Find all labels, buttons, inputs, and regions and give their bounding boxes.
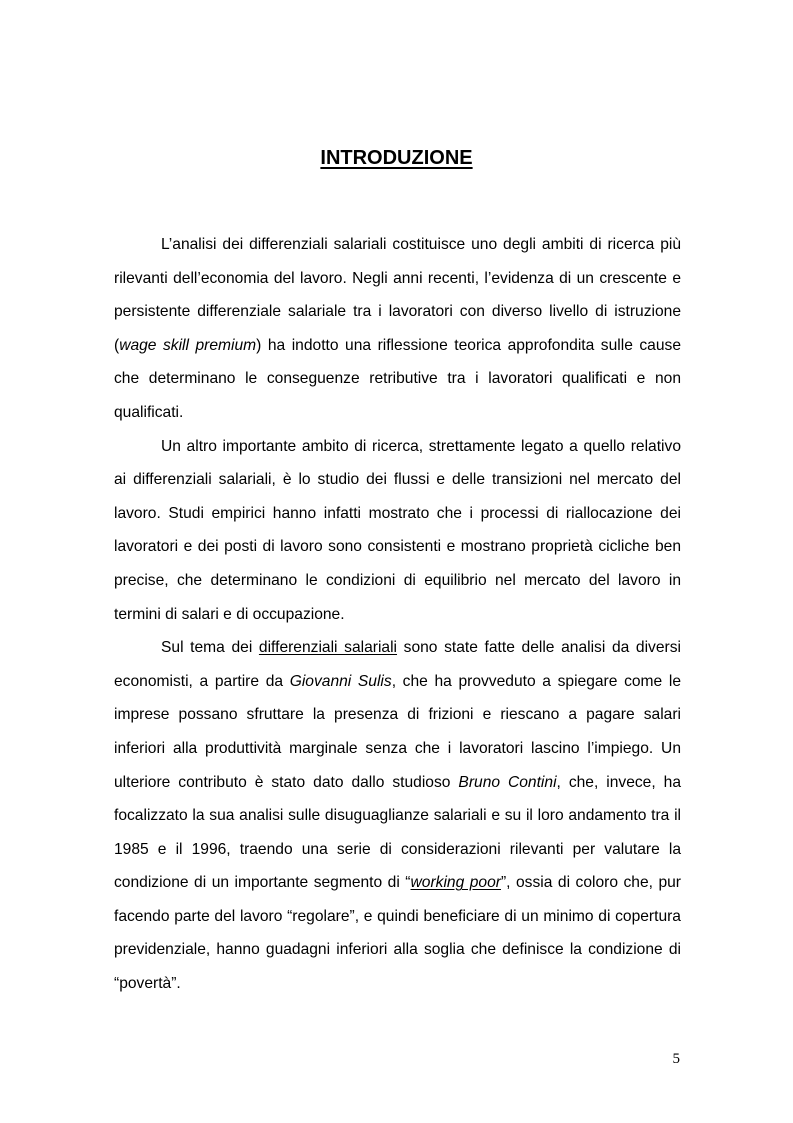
paragraph-3-text-e: , che ha provveduto a spiegare come le imprese possano sfruttare la presenza di frizioni e riescano a pagare salari inferiori alla produttività marginale senza che i lavoratori lascino l’impiego. Un ulteriore contributo è stato dato dallo studioso — [114, 672, 681, 791]
paragraph-3-text-a: Sul tema dei — [161, 639, 259, 657]
name-giovanni-sulis: Giovanni Sulis — [289, 672, 392, 690]
paragraph-3 — [114, 631, 681, 1001]
term-differenziali-salariali: differenziali salariali — [258, 639, 398, 657]
paragraph-3-text-i: ”, ossia di coloro che, pur facendo parte del lavoro “regolare”, e quindi beneficiare di un minimo di copertura previdenziale, hanno guadagni inferiori alla soglia che definisce la condizione di “povertà”. — [114, 874, 682, 993]
page-number: 5 — [672, 1051, 680, 1067]
paragraph-1-text-c: ) ha indotto una riflessione teorica approfondita sulle cause che determinano le conseguenze retributive tra i lavoratori qualificati e non qualificati. — [114, 336, 681, 421]
paragraph-3-text-g: , che, invece, ha focalizzato la sua analisi sulle disuguaglianze salariali e su il loro andamento tra il 1985 e il 1996, traendo una serie di considerazioni rilevanti per valutare la condizione di un importante segmento di “ — [114, 773, 681, 892]
paragraph-2: Un altro importante ambito di ricerca, strettamente legato a quello relativo ai differenziali salariali, è lo studio dei flussi e delle transizioni nel mercato del lavoro. Studi empirici hanno infatti mostrato che i processi di riallocazione dei lavoratori e dei posti di lavoro sono consistenti e mostrano proprietà cicliche ben precise, che determinano le condizioni di equilibrio nel mercato del lavoro in termini di salari e di occupazione. — [114, 437, 681, 623]
paragraph-3-text-c: sono state fatte delle analisi da diversi economisti, a partire da — [114, 639, 681, 690]
term-wage-skill-premium: wage skill premium — [119, 336, 257, 354]
body-text — [114, 228, 681, 1001]
page-title: INTRODUZIONE — [320, 147, 473, 169]
name-bruno-contini: Bruno Contini — [458, 773, 557, 791]
paragraph-1-text-a: L’analisi dei differenziali salariali costituisce uno degli ambiti di ricerca più rilevanti dell’economia del lavoro. Negli anni recenti, l’evidenza di un crescente e persistente differenziale salariale tra i lavoratori con diverso livello di istruzione ( — [114, 236, 681, 354]
term-working-poor: working poor — [410, 874, 501, 892]
paragraph-1 — [114, 228, 681, 430]
